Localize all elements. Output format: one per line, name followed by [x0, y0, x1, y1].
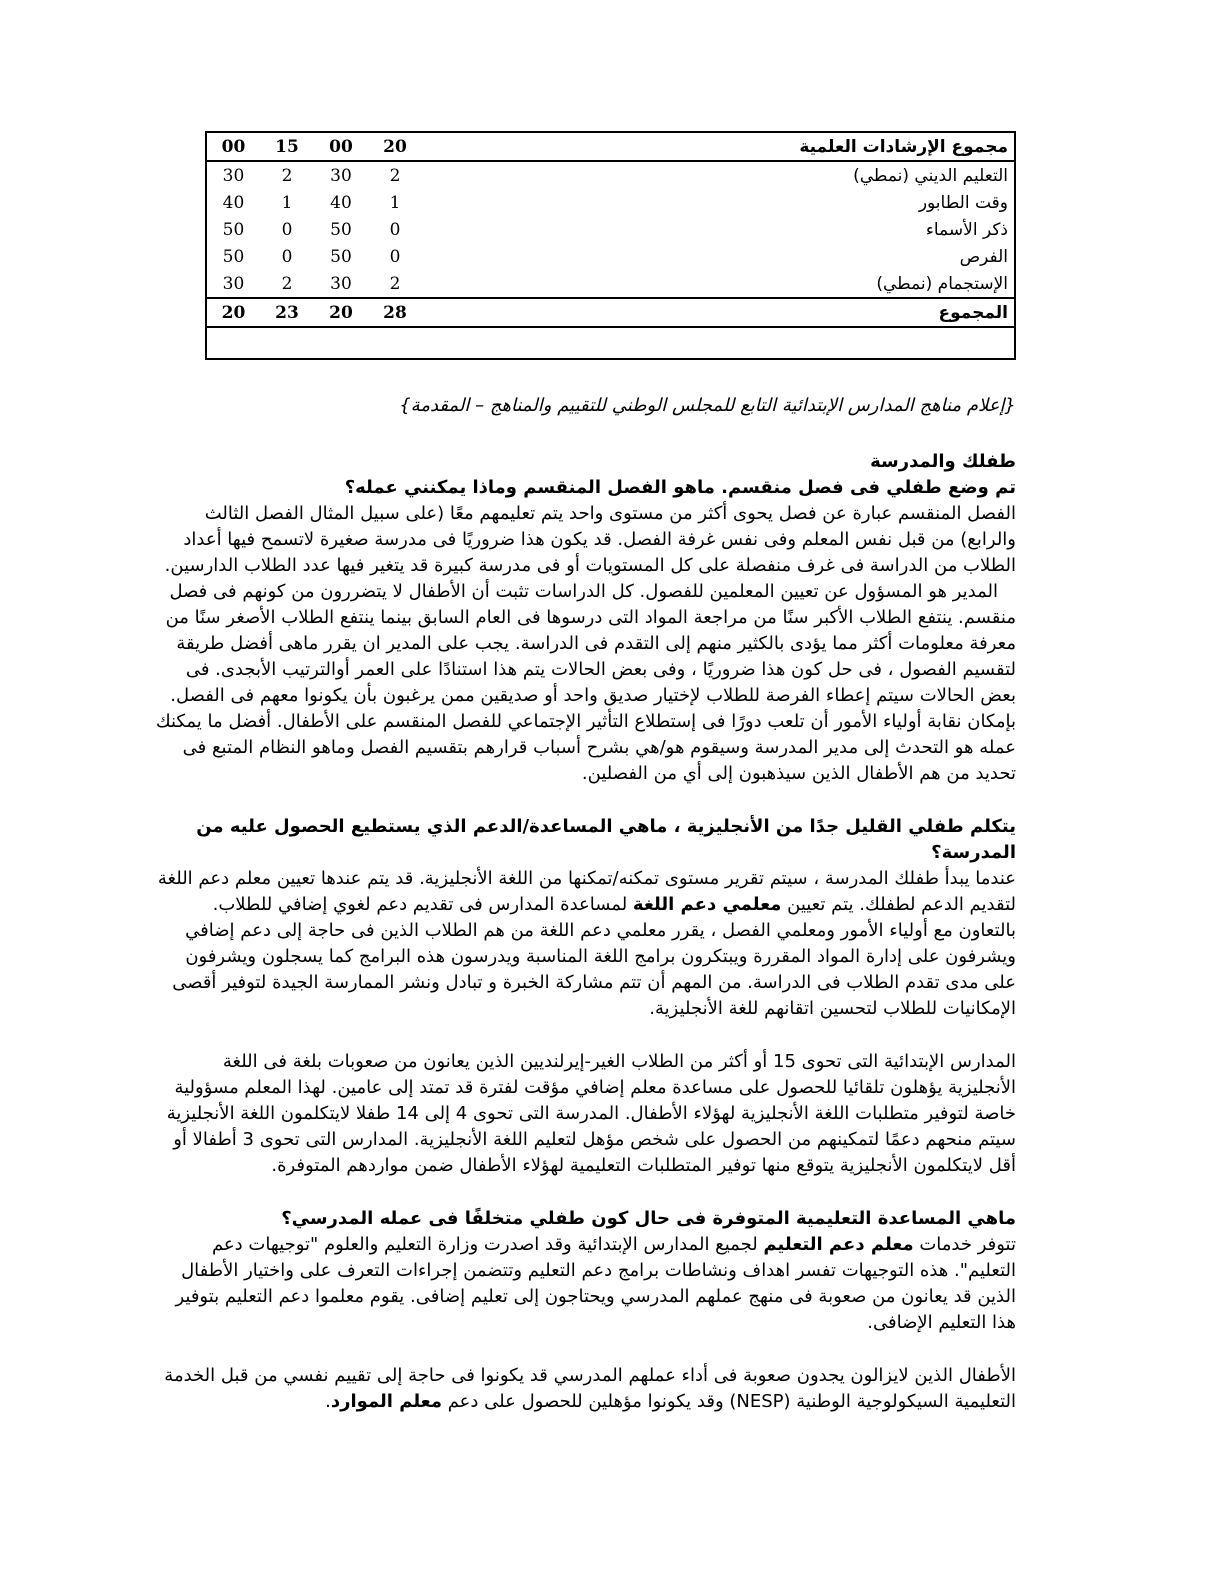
paragraph-nesp-assessment [155, 1363, 1016, 1415]
bold-text-segment: معلم الموارد [330, 1391, 442, 1412]
row-value: 0 [389, 246, 401, 267]
row-value [314, 327, 368, 359]
row-value: 50 [222, 219, 245, 240]
question-split-class [155, 475, 1016, 501]
row-label: التعليم الديني (نمطي) [853, 165, 1008, 186]
row-value: 20 [368, 132, 422, 161]
row-value: 00 [206, 132, 260, 161]
row-label: الفرص [959, 246, 1008, 267]
text-segment: يتكلم طفلي القليل جدًا من الأنجليزية ، ماهي المساعدة/الدعم الذي يستطيع الحصول عليه من المدرسة؟ [196, 816, 1016, 863]
text-segment: تم وضع طفلي فى فصل منقسم. ماهو الفصل المنقسم وماذا يمكنني عمله؟ [344, 477, 1016, 498]
row-value: 23 [260, 298, 314, 327]
table-row [206, 216, 1015, 243]
bold-text-segment: معلمي دعم اللغة [632, 894, 782, 915]
row-value: 28 [368, 298, 422, 327]
bold-text-segment: معلم دعم التعليم [763, 1234, 914, 1255]
paragraph-principal-role [155, 579, 1016, 787]
table-row [206, 161, 1015, 189]
paragraph-learning-support [155, 1232, 1016, 1336]
table-row [206, 327, 1015, 359]
table-row [206, 132, 1015, 161]
row-value [368, 327, 422, 359]
row-value: 00 [314, 132, 368, 161]
row-value: 30 [222, 165, 245, 186]
row-label: مجموع الإرشادات العلمية [422, 132, 1015, 161]
question-little-english [155, 814, 1016, 866]
row-value: 20 [206, 298, 260, 327]
text-segment: ماهي المساعدة التعليمية المتوفرة فى حال كون طفلي متخلفًا فى عمله المدرسي؟ [281, 1208, 1016, 1229]
table-row [206, 270, 1015, 298]
row-value: 50 [330, 219, 352, 240]
document-text [155, 393, 1016, 1415]
row-value: 50 [222, 246, 245, 267]
text-segment: المدارس الإبتدائية التى تحوى 15 أو أكثر من الطلاب الغير-إيرلنديين الذين يعانون من صعوبات بلغة فى اللغة الأنجليزية يؤهلون تلقائيا للحصول على مساعدة معلم إضافي مؤقت لفترة قد تمتد إلى عامين. لهذا المعلم مسؤولية خاصة لتوفير متطلبات اللغة الأنجليزية لهؤلاء الأطفال. المدرسة التى تحوى 4 إلى 14 طفلا لايتكلمون اللغة الأنجليزية سيتم منحهم دعمًا لتمكينهم من الحصول على شخص مؤهل لتعليم اللغة الأنجليزية. المدارس التى تحوى 3 أطفالا أو أقل لايتكلمون الأنجليزية يتوقع منها توفير المتطلبات التعليمية لهؤلاء الأطفال ضمن مواردهم المتوفرة. [166, 1051, 1016, 1176]
paragraph-non-irish-students [155, 1049, 1016, 1179]
row-value [206, 327, 260, 359]
text-segment: لجميع المدارس الإبتدائية وقد اصدرت وزارة التعليم والعلوم "توجيهات دعم التعليم". هذه التوجيهات تفسر اهداف ونشاطات برامج دعم التعليم وتتضمن إجراءات التعرف على واختيار الأطفال الذين قد يعانون من صعوبة فى منهج عملهم المدرسي ويحتاجون إلى تعليم إضافى. يقوم معلموا دعم التعليم بتوفير هذا التعليم الإضافى. [175, 1234, 1016, 1333]
table-row [206, 189, 1015, 216]
text-segment: الفصل المنقسم عبارة عن فصل يحوى أكثر من مستوى واحد يتم تعليمهم معًا (على سبيل المثال الفصل الثالث والرابع) من قبل نفس المعلم وفى نفس غرفة الفصل. قد يكون هذا ضروريًا فى مدرسة صغيرة لاتسمح فيها أعداد الطلاب من الدراسة فى غرف منفصلة على كل المستويات أو فى مدرسة كبيرة قد يتغير فيها عدد الطلاب الدارسين. [164, 503, 1016, 576]
row-label [422, 327, 1015, 359]
row-value: 1 [389, 192, 401, 213]
table-row [206, 298, 1015, 327]
row-value: 40 [330, 192, 352, 213]
row-value: 50 [330, 246, 352, 267]
row-label: ذكر الأسماء [925, 219, 1008, 240]
text-segment: الأطفال الذين لايزالون يجدون صعوبة فى أداء عملهم المدرسي قد يكونوا فى حاجة إلى تقييم نفسي من قبل الخدمة التعليمية السيكولوجية الوطنية (NESP) وقد يكونوا مؤهلين للحصول على دعم [164, 1365, 1016, 1412]
text-segment: طفلك والمدرسة [870, 451, 1016, 472]
paragraph-split-class-definition [155, 501, 1016, 579]
row-value: 0 [389, 219, 401, 240]
section-title-your-child-and-school [155, 449, 1016, 475]
row-value: 20 [314, 298, 368, 327]
row-value: 2 [389, 165, 401, 186]
row-value: 0 [281, 246, 293, 267]
table-row [206, 243, 1015, 270]
row-value: 1 [281, 192, 293, 213]
paragraph-language-support [155, 866, 1016, 1022]
row-value: 30 [330, 165, 352, 186]
row-value: 2 [389, 273, 401, 294]
text-segment: . [325, 1391, 331, 1412]
row-label: وقت الطابور [918, 192, 1008, 213]
row-value: 15 [260, 132, 314, 161]
row-value: 2 [281, 273, 293, 294]
question-falling-behind [155, 1206, 1016, 1232]
row-value [260, 327, 314, 359]
row-value: 40 [222, 192, 245, 213]
row-value: 0 [281, 219, 293, 240]
row-label: الإستجمام (نمطي) [876, 273, 1008, 294]
text-segment: المدير هو المسؤول عن تعيين المعلمين للفصول. كل الدراسات تثبت أن الأطفال لا يتضررون من كونهم فى فصل منقسم. ينتفع الطلاب الأكبر سنًا من مراجعة المواد التى درسوها فى العام السابق بينما ينتفع الطلاب الأصغر سنًا من معرفة معلومات أكثر مما يؤدى بالكثير منهم إلى التقدم فى الدراسة. يجب على المدير ان يقرر ماهى أفضل طريقة لتقسيم الفصول ، فى حل كون هذا ضروريًا ، وفى بعض الحالات يتم هذا استنادًا على العمر أوالترتيب الأبجدى. فى بعض الحالات سيتم إعطاء الفرصة للطلاب لإختيار صديق واحد أو صديقين ممن يرغبون بأن يكونوا معهم فى الفصل. بإمكان نقابة أولياء الأمور أن تلعب دورًا فى إستطلاع التأثير الإجتماعي للفصل المنقسم على الأطفال. أفضل ما يمكنك عمله هو التحدث إلى مدير المدرسة وسيقوم هو/هي بشرح أسباب قرارهم بتقسيم الفصل وماهو النظام المتبع فى تحديد من هم الأطفال الذين سيذهبون إلى أي من الفصلين. [155, 581, 1016, 784]
curriculum-intro-note: {إعلام مناهج المدارس الإبتدائية التابع للمجلس الوطني للتقييم والمناهج – المقدمة} [399, 395, 1016, 416]
document-content [155, 131, 1016, 1415]
row-label: المجموع [422, 298, 1015, 327]
text-segment: عندما يبدأ طفلك المدرسة ، سيتم تقرير مستوى تمكنه/تمكنها من اللغة الأنجليزية. قد يتم عندها تعيين معلم دعم اللغة لتقديم الدعم لطفلك. يتم تعيين [157, 868, 1016, 915]
row-value: 30 [330, 273, 352, 294]
schedule-table [205, 131, 1016, 360]
text-segment: لمساعدة المدارس فى تقديم دعم لغوي إضافي للطلاب. بالتعاون مع أولياء الأمور ومعلمي الفصل ، يقرر معلمي دعم اللغة من هم الطلاب الذين فى حاجة إلى دعم إضافي ويشرفون على إدارة المواد المقررة ويبتكرون برامج اللغة المناسبة ويدرسون هذه البرامج كما يسجلون ويشرفون على مدى تقدم الطلاب فى الدراسة. من المهم أن تتم مشاركة الخبرة و تبادل ونشر الممارسة الجيدة لتوفير أقصى الإمكانيات للطلاب لتحسين اتقانهم للغة الأنجليزية. [172, 894, 1016, 1019]
row-value: 30 [222, 273, 245, 294]
text-segment: تتوفر خدمات [913, 1234, 1016, 1255]
row-value: 2 [281, 165, 293, 186]
